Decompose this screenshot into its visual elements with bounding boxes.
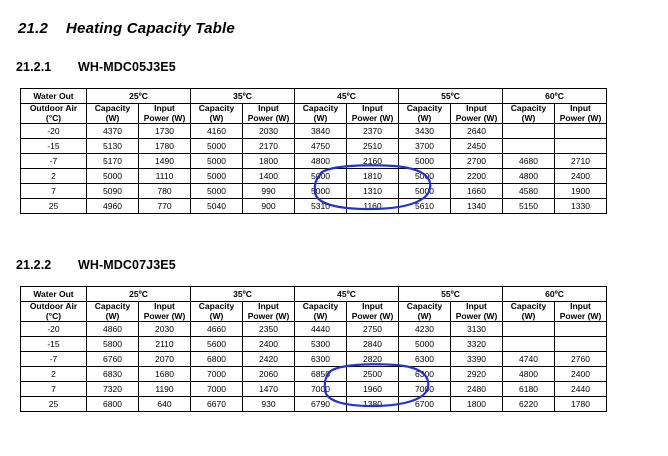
cell-value: 5000 (191, 154, 243, 169)
cell-value: 770 (139, 199, 191, 214)
cell-value: 2400 (243, 337, 295, 352)
cell-value: 5000 (87, 169, 139, 184)
header-temp-55c: 55ºC (399, 287, 503, 302)
cell-value: 6300 (399, 352, 451, 367)
cell-value: 5000 (295, 184, 347, 199)
cell-value: 5300 (295, 337, 347, 352)
subsection-heading-1 (16, 60, 176, 74)
cell-outdoor-air: -7 (21, 352, 87, 367)
table-row (21, 367, 607, 382)
cell-value: 2760 (555, 352, 607, 367)
cell-value: 4230 (399, 322, 451, 337)
cell-outdoor-air: 2 (21, 169, 87, 184)
cell-value: 4580 (503, 184, 555, 199)
cell-value: 4800 (503, 169, 555, 184)
cell-value: 780 (139, 184, 191, 199)
cell-value: 2920 (451, 367, 503, 382)
header-temp-45c: 45ºC (295, 89, 399, 104)
cell-value (503, 337, 555, 352)
cell-value: 2110 (139, 337, 191, 352)
cell-value: 5170 (87, 154, 139, 169)
cell-value: 4800 (503, 367, 555, 382)
table-row (21, 124, 607, 139)
cell-value: 3840 (295, 124, 347, 139)
cell-outdoor-air: -7 (21, 154, 87, 169)
cell-value: 2420 (243, 352, 295, 367)
cell-value: 2640 (451, 124, 503, 139)
header-input-power-35c: Input Power (W) (243, 104, 295, 124)
cell-value: 1490 (139, 154, 191, 169)
cell-value: 4860 (87, 322, 139, 337)
header-input-power-60c: Input Power (W) (555, 104, 607, 124)
cell-value: 1470 (243, 382, 295, 397)
table-row (21, 199, 607, 214)
cell-value: 5000 (295, 169, 347, 184)
cell-value: 5090 (87, 184, 139, 199)
table-row (21, 322, 607, 337)
cell-value: 1340 (451, 199, 503, 214)
cell-value: 1660 (451, 184, 503, 199)
cell-value: 1310 (347, 184, 399, 199)
header-temp-60c: 60ºC (503, 89, 607, 104)
cell-value: 5000 (191, 184, 243, 199)
cell-value: 2170 (243, 139, 295, 154)
header-temp-55c: 55ºC (399, 89, 503, 104)
cell-outdoor-air: 2 (21, 367, 87, 382)
header-temp-25c: 25ºC (87, 89, 191, 104)
cell-value: 900 (243, 199, 295, 214)
cell-value: 3130 (451, 322, 503, 337)
page-title (18, 20, 235, 37)
cell-value (555, 322, 607, 337)
table-row (21, 184, 607, 199)
table-row (21, 154, 607, 169)
cell-value (555, 124, 607, 139)
cell-outdoor-air: 7 (21, 382, 87, 397)
cell-value: 1680 (139, 367, 191, 382)
cell-value: 6760 (87, 352, 139, 367)
header-input-power-35c: Input Power (W) (243, 302, 295, 322)
table-row (21, 337, 607, 352)
cell-outdoor-air: 7 (21, 184, 87, 199)
cell-value (503, 139, 555, 154)
table-row (21, 169, 607, 184)
cell-value: 6300 (399, 367, 451, 382)
header-temp-35c: 35ºC (191, 287, 295, 302)
cell-value: 1190 (139, 382, 191, 397)
header-input-power-55c: Input Power (W) (451, 104, 503, 124)
cell-value: 6180 (503, 382, 555, 397)
cell-value: 4740 (503, 352, 555, 367)
cell-value: 1800 (243, 154, 295, 169)
header-capacity-60c: Capacity (W) (503, 302, 555, 322)
table-row (21, 382, 607, 397)
cell-value: 640 (139, 397, 191, 412)
cell-value: 4440 (295, 322, 347, 337)
header-capacity-60c: Capacity (W) (503, 104, 555, 124)
cell-value: 2840 (347, 337, 399, 352)
cell-value: 2750 (347, 322, 399, 337)
header-temp-45c: 45ºC (295, 287, 399, 302)
cell-value: 7000 (295, 382, 347, 397)
cell-value (555, 139, 607, 154)
table-row (21, 397, 607, 412)
header-capacity-35c: Capacity (W) (191, 302, 243, 322)
cell-value: 1160 (347, 199, 399, 214)
subsection-model-1: WH-MDC05J3E5 (78, 60, 176, 74)
subsection-number-1: 21.2.1 (16, 60, 52, 74)
cell-outdoor-air: -20 (21, 124, 87, 139)
cell-value: 1900 (555, 184, 607, 199)
table-header-row-groups (21, 89, 607, 104)
cell-value: 7000 (191, 382, 243, 397)
cell-value: 4660 (191, 322, 243, 337)
cell-value: 1730 (139, 124, 191, 139)
cell-value: 2070 (139, 352, 191, 367)
cell-value: 2400 (555, 169, 607, 184)
header-water-out: Water Out (21, 89, 87, 104)
cell-value: 2820 (347, 352, 399, 367)
cell-value: 1110 (139, 169, 191, 184)
cell-value: 6850 (295, 367, 347, 382)
cell-outdoor-air: -15 (21, 337, 87, 352)
cell-value: 5000 (399, 184, 451, 199)
cell-value: 1780 (139, 139, 191, 154)
cell-value: 3700 (399, 139, 451, 154)
cell-value: 2200 (451, 169, 503, 184)
cell-value: 7000 (399, 382, 451, 397)
header-temp-25c: 25ºC (87, 287, 191, 302)
header-outdoor-air: Outdoor Air (°C) (21, 302, 87, 322)
cell-value: 1810 (347, 169, 399, 184)
header-capacity-35c: Capacity (W) (191, 104, 243, 124)
cell-value: 2400 (555, 367, 607, 382)
cell-value: 3430 (399, 124, 451, 139)
heating-capacity-table-2 (20, 286, 607, 412)
header-temp-60c: 60ºC (503, 287, 607, 302)
cell-value: 2370 (347, 124, 399, 139)
cell-value: 6220 (503, 397, 555, 412)
header-input-power-45c: Input Power (W) (347, 104, 399, 124)
cell-outdoor-air: 25 (21, 199, 87, 214)
cell-value: 1380 (347, 397, 399, 412)
cell-value: 2480 (451, 382, 503, 397)
header-input-power-60c: Input Power (W) (555, 302, 607, 322)
cell-value: 6800 (191, 352, 243, 367)
cell-value: 6670 (191, 397, 243, 412)
header-temp-35c: 35ºC (191, 89, 295, 104)
cell-value: 2160 (347, 154, 399, 169)
subsection-number-2: 21.2.2 (16, 258, 52, 272)
cell-value: 2710 (555, 154, 607, 169)
header-input-power-45c: Input Power (W) (347, 302, 399, 322)
table-header-row-subcolumns (21, 104, 607, 124)
header-input-power-25c: Input Power (W) (139, 302, 191, 322)
cell-value: 5000 (191, 169, 243, 184)
cell-value: 1780 (555, 397, 607, 412)
cell-value: 930 (243, 397, 295, 412)
heating-capacity-table-1 (20, 88, 607, 214)
cell-value: 5000 (191, 139, 243, 154)
table-row (21, 139, 607, 154)
header-input-power-55c: Input Power (W) (451, 302, 503, 322)
section-number: 21.2 (18, 20, 48, 37)
header-capacity-25c: Capacity (W) (87, 302, 139, 322)
cell-value: 2500 (347, 367, 399, 382)
cell-value: 5040 (191, 199, 243, 214)
cell-value: 5610 (399, 199, 451, 214)
cell-value (555, 337, 607, 352)
cell-value (503, 124, 555, 139)
cell-value: 3390 (451, 352, 503, 367)
subsection-heading-2 (16, 258, 176, 272)
cell-value: 4960 (87, 199, 139, 214)
cell-value: 3320 (451, 337, 503, 352)
header-capacity-55c: Capacity (W) (399, 302, 451, 322)
table-header-row-subcolumns (21, 302, 607, 322)
cell-value: 2510 (347, 139, 399, 154)
cell-value: 6300 (295, 352, 347, 367)
cell-value: 5310 (295, 199, 347, 214)
section-title-text: Heating Capacity Table (66, 20, 235, 37)
cell-value: 5000 (399, 337, 451, 352)
header-input-power-25c: Input Power (W) (139, 104, 191, 124)
cell-value: 1800 (451, 397, 503, 412)
cell-value: 1330 (555, 199, 607, 214)
cell-value: 5150 (503, 199, 555, 214)
cell-value: 6790 (295, 397, 347, 412)
header-capacity-45c: Capacity (W) (295, 302, 347, 322)
cell-value: 4800 (295, 154, 347, 169)
cell-value: 4370 (87, 124, 139, 139)
table-header-row-groups (21, 287, 607, 302)
cell-value: 2440 (555, 382, 607, 397)
header-outdoor-air: Outdoor Air (°C) (21, 104, 87, 124)
cell-value: 4750 (295, 139, 347, 154)
header-water-out: Water Out (21, 287, 87, 302)
cell-value: 6700 (399, 397, 451, 412)
cell-value: 4680 (503, 154, 555, 169)
cell-value: 5800 (87, 337, 139, 352)
cell-value: 5600 (191, 337, 243, 352)
cell-value: 1400 (243, 169, 295, 184)
cell-value: 7000 (191, 367, 243, 382)
cell-value: 990 (243, 184, 295, 199)
cell-value: 2030 (139, 322, 191, 337)
cell-value: 2700 (451, 154, 503, 169)
header-capacity-45c: Capacity (W) (295, 104, 347, 124)
table-row (21, 352, 607, 367)
cell-value: 2030 (243, 124, 295, 139)
cell-value: 5000 (399, 154, 451, 169)
cell-value: 6830 (87, 367, 139, 382)
cell-outdoor-air: 25 (21, 397, 87, 412)
cell-value: 2350 (243, 322, 295, 337)
cell-outdoor-air: -15 (21, 139, 87, 154)
cell-value: 6800 (87, 397, 139, 412)
cell-value: 4160 (191, 124, 243, 139)
cell-value: 2450 (451, 139, 503, 154)
cell-value: 1960 (347, 382, 399, 397)
cell-value: 5000 (399, 169, 451, 184)
subsection-model-2: WH-MDC07J3E5 (78, 258, 176, 272)
cell-value: 5130 (87, 139, 139, 154)
cell-outdoor-air: -20 (21, 322, 87, 337)
header-capacity-25c: Capacity (W) (87, 104, 139, 124)
header-capacity-55c: Capacity (W) (399, 104, 451, 124)
cell-value (503, 322, 555, 337)
cell-value: 7320 (87, 382, 139, 397)
cell-value: 2060 (243, 367, 295, 382)
